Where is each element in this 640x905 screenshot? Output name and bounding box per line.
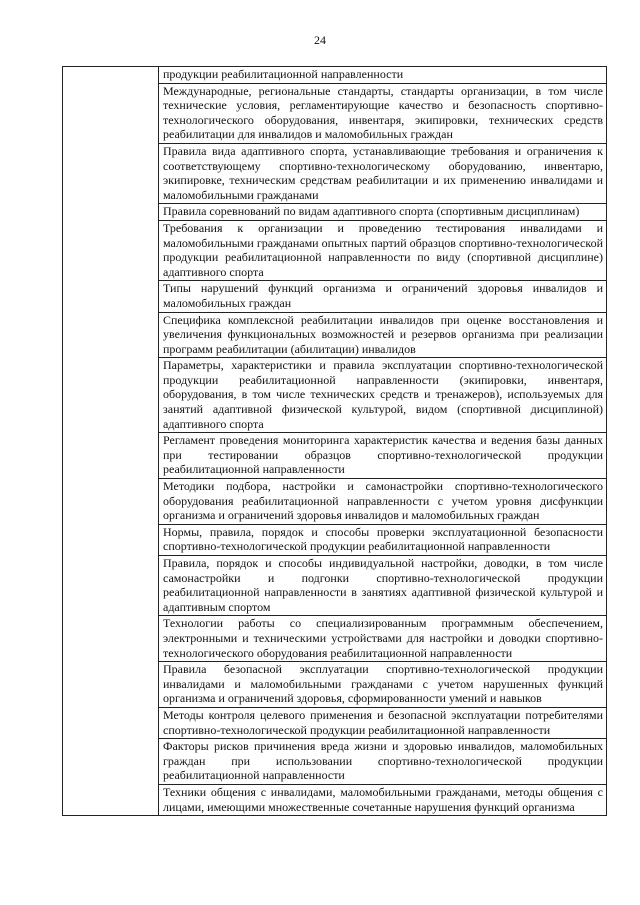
table-cell: Специфика комплексной реабилитации инвалидов при оценке восстановления и увеличения функциональных возможностей и резервов организма при реализации программ реабилитации (абилитации) инвалидов xyxy=(159,312,607,358)
table-cell: Требования к организации и проведению тестирования инвалидами и маломобильными гражданами опытных партий образцов спортивно-технологической продукции реабилитационной направленности по виду (спортивной дисциплине) адаптивного спорта xyxy=(159,220,607,280)
table-cell: Регламент проведения мониторинга характеристик качества и ведения базы данных при тестировании образцов спортивно-технологической продукции реабилитационной направленности xyxy=(159,433,607,479)
table-cell: Методики подбора, настройки и самонастройки спортивно-технологического оборудования реабилитационной направленности с учетом уровня дисфункции организма и ограничений здоровья инвалидов и маломобильных граждан xyxy=(159,479,607,525)
table-cell: Правила, порядок и способы индивидуальной настройки, доводки, в том числе самонастройки и подгонки спортивно-технологической продукции реабилитационной направленности в занятиях адаптивной физической культурой и адаптивным спортом xyxy=(159,556,607,616)
left-column-cell xyxy=(63,67,159,816)
knowledge-table xyxy=(62,66,607,816)
table-cell: продукции реабилитационной направленности xyxy=(159,67,607,84)
table-row xyxy=(63,67,607,84)
page-number: 24 xyxy=(314,33,326,47)
table-cell: Нормы, правила, порядок и способы проверки эксплуатационной безопасности спортивно-технологической продукции реабилитационной направленности xyxy=(159,524,607,555)
table-cell: Международные, региональные стандарты, стандарты организации, в том числе технические условия, регламентирующие качество и безопасность спортивно-технологического оборудования, инвентаря, экипировки, технических средств реабилитации для инвалидов и маломобильных граждан xyxy=(159,83,607,143)
table-cell: Правила безопасной эксплуатации спортивно-технологической продукции инвалидами и маломобильными гражданами с учетом нарушенных функций организма и ограничений здоровья, сформированности умений и навыков xyxy=(159,662,607,708)
table-cell: Типы нарушений функций организма и ограничений здоровья инвалидов и маломобильных граждан xyxy=(159,281,607,312)
table-cell: Параметры, характеристики и правила эксплуатации спортивно-технологической продукции реабилитационной направленности (экипировки, инвентаря, оборудования, в том числе технических средств и тренажеров), используемых для занятий адаптивной физической культурой, видом (спортивной дисциплиной) адаптивного спорта xyxy=(159,358,607,433)
table-cell: Правила соревнований по видам адаптивного спорта (спортивным дисциплинам) xyxy=(159,204,607,221)
table-cell: Техники общения с инвалидами, маломобильными гражданами, методы общения с лицами, имеющими множественные сочетанные нарушения функций организма xyxy=(159,784,607,815)
table-cell: Факторы рисков причинения вреда жизни и здоровью инвалидов, маломобильных граждан при использовании спортивно-технологической продукции реабилитационной направленности xyxy=(159,739,607,785)
table-cell: Технологии работы со специализированным программным обеспечением, электронными и техническими устройствами для настройки и доводки спортивно-технологического оборудования реабилитационной направленности xyxy=(159,616,607,662)
table-cell: Правила вида адаптивного спорта, устанавливающие требования и ограничения к соответствующему спортивно-технологическому оборудованию, инвентарю, экипировке, техническим средствам реабилитации и их применению инвалидами и маломобильными гражданами xyxy=(159,143,607,203)
table-cell: Методы контроля целевого применения и безопасной эксплуатации потребителями спортивно-технологической продукции реабилитационной направленности xyxy=(159,707,607,738)
